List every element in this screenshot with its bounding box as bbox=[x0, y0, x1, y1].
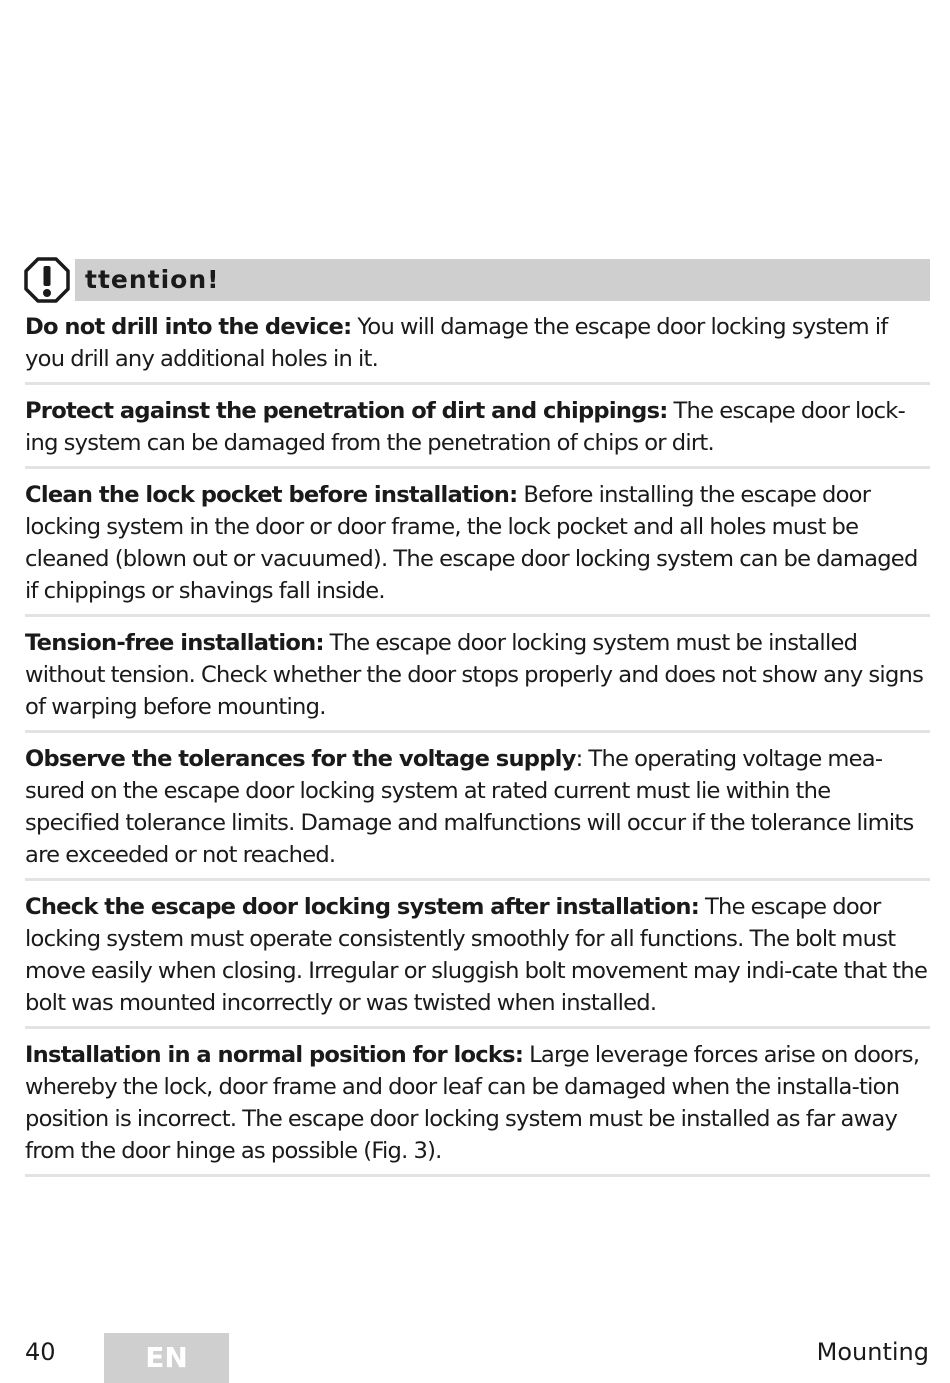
warning-list bbox=[25, 311, 930, 1187]
page-number: 40 bbox=[25, 1338, 56, 1366]
warning-item-lead: Clean the lock pocket before installation: bbox=[25, 482, 518, 508]
warning-item-lead: Tension-free installation: bbox=[25, 630, 324, 656]
warning-item-body: You will damage the escape door locking system if you drill any additional holes in it. bbox=[25, 314, 888, 372]
warning-item-lead: Protect against the penetration of dirt and chippings: bbox=[25, 398, 668, 424]
language-badge: EN bbox=[104, 1333, 229, 1383]
warning-item-normal-position bbox=[25, 1039, 930, 1177]
attention-bar bbox=[75, 259, 930, 301]
warning-item-body: The escape door locking system must operate consistently smoothly for all functions. The bolt must move easily when closing. Irregular or sluggish bolt movement may indi-cate that the bolt was mounted incorrectly or was twisted when installed. bbox=[25, 894, 928, 1016]
warning-item-body: Large leverage forces arise on doors, whereby the lock, door frame and door leaf can be damaged when the installa-tion position is incorrect. The escape door locking system must be installed as far away from the door hinge as possible (Fig. 3). bbox=[25, 1042, 920, 1164]
warning-item-body: Before installing the escape door locking system in the door or door frame, the lock pocket and all holes must be cleaned (blown out or vacuumed). The escape door locking system can be damaged if chippings or shavings fall inside. bbox=[25, 482, 918, 604]
exclamation-warning-icon bbox=[24, 257, 70, 303]
attention-header bbox=[24, 256, 930, 304]
warning-item-body: The escape door locking system must be installed without tension. Check whether the door stops properly and does not show any signs of warping before mounting. bbox=[25, 630, 924, 720]
warning-item-post-install-check bbox=[25, 891, 930, 1029]
warning-item-lead: Do not drill into the device: bbox=[25, 314, 352, 340]
warning-item-tension-free bbox=[25, 627, 930, 733]
section-title: Mounting bbox=[816, 1338, 929, 1366]
warning-item-body: The escape door lock-ing system can be damaged from the penetration of chips or dirt. bbox=[25, 398, 906, 456]
warning-item-no-drilling bbox=[25, 311, 930, 385]
warning-item-dirt-protection bbox=[25, 395, 930, 469]
warning-item-lead: Check the escape door locking system after installation: bbox=[25, 894, 700, 920]
warning-item-clean-lock-pocket bbox=[25, 479, 930, 617]
warning-item-body: : The operating voltage mea-sured on the escape door locking system at rated current must lie within the specified tolerance limits. Damage and malfunctions will occur if the tolerance limits are exceeded or not reached. bbox=[25, 746, 914, 868]
warning-item-voltage-tolerance bbox=[25, 743, 930, 881]
warning-item-lead: Installation in a normal position for locks: bbox=[25, 1042, 524, 1068]
attention-title: ttention! bbox=[85, 265, 220, 294]
warning-item-lead: Observe the tolerances for the voltage supply bbox=[25, 746, 576, 772]
